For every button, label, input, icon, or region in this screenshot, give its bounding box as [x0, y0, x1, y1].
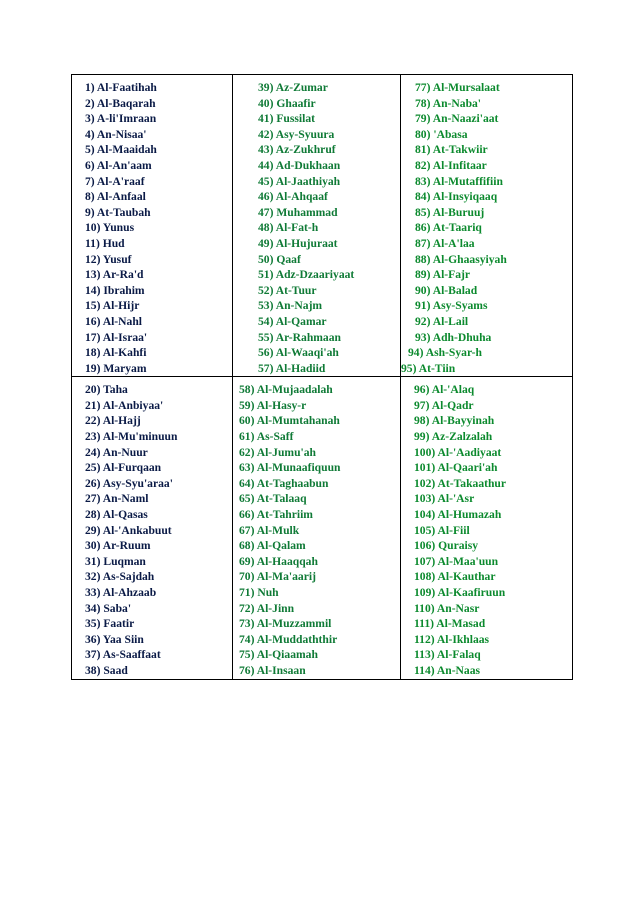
- surah-item: 36) Yaa Siin: [85, 632, 144, 646]
- surah-item: 70) Al-Ma'aarij: [239, 570, 316, 584]
- surah-item: 69) Al-Haaqqah: [239, 554, 318, 568]
- table-row-block-1: [72, 75, 573, 377]
- surah-item: 93) Adh-Dhuha: [415, 330, 492, 344]
- surah-item: 79) An-Naazi'aat: [415, 112, 499, 126]
- surah-item: 42) Asy-Syuura: [258, 127, 335, 141]
- surah-item: 2) Al-Baqarah: [85, 96, 156, 110]
- surah-list-block1-col2: [233, 75, 400, 376]
- surah-item: 103) Al-'Asr: [414, 492, 475, 506]
- surah-item: 54) Al-Qamar: [258, 314, 327, 328]
- surah-table: [71, 74, 573, 680]
- surah-item: 83) Al-Mutaffifiin: [415, 174, 503, 188]
- surah-item: 29) Al-'Ankabuut: [85, 523, 172, 537]
- surah-item: 82) Al-Infitaar: [415, 158, 487, 172]
- surah-item: 11) Hud: [85, 236, 125, 250]
- surah-item: 39) Az-Zumar: [258, 81, 328, 94]
- surah-list-block2-col3: [401, 377, 572, 678]
- surah-item: 16) Al-Nahl: [85, 314, 143, 328]
- surah-item: 97) Al-Qadr: [414, 398, 474, 412]
- surah-item: 31) Luqman: [85, 554, 146, 568]
- surah-item: 71) Nuh: [239, 586, 279, 599]
- surah-item: 13) Ar-Ra'd: [85, 268, 144, 282]
- surah-item: 38) Saad: [85, 663, 128, 677]
- surah-item: 3) A-li'Imraan: [85, 112, 157, 126]
- surah-item: 25) Al-Furqaan: [85, 461, 162, 475]
- surah-item: 17) Al-Israa': [85, 330, 148, 344]
- surah-item: 50) Qaaf: [258, 252, 301, 266]
- surah-item: 85) Al-Buruuj: [415, 205, 485, 219]
- surah-item: 6) Al-An'aam: [85, 158, 152, 172]
- surah-item: 111) Al-Masad: [414, 617, 486, 631]
- surah-item: 72) Al-Jinn: [239, 601, 295, 615]
- surah-item: 44) Ad-Dukhaan: [258, 158, 341, 172]
- surah-item: 81) At-Takwiir: [415, 143, 488, 157]
- surah-item: 64) At-Taghaabun: [239, 476, 329, 490]
- surah-item: 73) Al-Muzzammil: [239, 617, 332, 631]
- surah-item: 49) Al-Hujuraat: [258, 236, 338, 250]
- surah-item: 106) Quraisy: [414, 539, 479, 553]
- surah-item: 33) Al-Ahzaab: [85, 586, 157, 599]
- surah-item: 61) As-Saff: [239, 430, 294, 444]
- surah-item: 96) Al-'Alaq: [414, 383, 475, 397]
- surah-item: 91) Asy-Syams: [415, 299, 488, 313]
- surah-item: 98) Al-Bayyinah: [414, 414, 495, 428]
- surah-item: 46) Al-Ahqaaf: [258, 190, 328, 204]
- surah-item: 66) At-Tahriim: [239, 508, 313, 522]
- surah-item: 8) Al-Anfaal: [85, 190, 146, 204]
- surah-item: 60) Al-Mumtahanah: [239, 414, 340, 428]
- surah-item: 109) Al-Kaafiruun: [414, 586, 506, 599]
- cell-block2-col3: [401, 377, 573, 679]
- surah-item: 41) Fussilat: [258, 112, 316, 126]
- surah-item: 24) An-Nuur: [85, 445, 148, 459]
- surah-item: 4) An-Nisaa': [85, 127, 147, 141]
- surah-item: 32) As-Sajdah: [85, 570, 155, 584]
- surah-item: 26) Asy-Syu'araa': [85, 476, 173, 490]
- surah-item: 45) Al-Jaathiyah: [258, 174, 341, 188]
- surah-item: 89) Al-Fajr: [415, 268, 471, 282]
- surah-item: 7) Al-A'raaf: [85, 174, 145, 188]
- surah-item: 34) Saba': [85, 601, 132, 615]
- surah-item: 48) Al-Fat-h: [258, 221, 319, 235]
- surah-item: 9) At-Taubah: [85, 205, 151, 219]
- cell-block1-col2: [233, 75, 401, 377]
- surah-item: 107) Al-Maa'uun: [414, 554, 499, 568]
- surah-item: 102) At-Takaathur: [414, 476, 507, 490]
- surah-item: 75) Al-Qiaamah: [239, 648, 318, 662]
- surah-item: 15) Al-Hijr: [85, 299, 140, 313]
- surah-item: 51) Adz-Dzaariyaat: [258, 268, 355, 282]
- surah-item: 104) Al-Humazah: [414, 508, 502, 522]
- table-row-block-2: [72, 377, 573, 679]
- surah-item: 88) Al-Ghaasyiyah: [415, 252, 507, 266]
- surah-item: 99) Az-Zalzalah: [414, 430, 493, 444]
- surah-item: 76) Al-Insaan: [239, 663, 306, 677]
- surah-item: 58) Al-Mujaadalah: [239, 383, 333, 397]
- surah-item: 20) Taha: [85, 383, 128, 397]
- surah-item: 30) Ar-Ruum: [85, 539, 151, 553]
- surah-item: 84) Al-Insyiqaaq: [415, 190, 498, 204]
- surah-item: 23) Al-Mu'minuun: [85, 430, 178, 444]
- surah-item: 87) Al-A'laa: [415, 236, 475, 250]
- surah-item: 52) At-Tuur: [258, 283, 317, 297]
- surah-item: 1) Al-Faatihah: [85, 81, 157, 94]
- surah-item: 112) Al-Ikhlaas: [414, 632, 490, 646]
- surah-item: 53) An-Najm: [258, 299, 323, 313]
- surah-item: 40) Ghaafir: [258, 96, 316, 110]
- surah-item: 80) 'Abasa: [415, 127, 468, 141]
- surah-item: 47) Muhammad: [258, 205, 338, 219]
- surah-item: 28) Al-Qasas: [85, 508, 148, 522]
- surah-item: 14) Ibrahim: [85, 283, 145, 297]
- surah-item: 108) Al-Kauthar: [414, 570, 496, 584]
- surah-item: 19) Maryam: [85, 361, 147, 375]
- surah-item: 86) At-Taariq: [415, 221, 482, 235]
- surah-item: 63) Al-Munaafiquun: [239, 461, 341, 475]
- surah-item: 77) Al-Mursalaat: [415, 81, 500, 94]
- surah-item: 21) Al-Anbiyaa': [85, 398, 164, 412]
- surah-item: 114) An-Naas: [414, 663, 481, 677]
- cell-block2-col2: [233, 377, 401, 679]
- surah-item: 65) At-Talaaq: [239, 492, 307, 506]
- cell-block1-col3: [401, 75, 573, 377]
- surah-list-block1-col3: [401, 75, 572, 376]
- surah-item: 113) Al-Falaq: [414, 648, 481, 662]
- cell-block1-col1: [72, 75, 233, 377]
- surah-item: 27) An-Naml: [85, 492, 149, 506]
- surah-item: 57) Al-Hadiid: [258, 361, 326, 375]
- surah-item: 43) Az-Zukhruf: [258, 143, 336, 157]
- surah-item: 22) Al-Hajj: [85, 414, 141, 428]
- surah-item: 100) Al-'Aadiyaat: [414, 445, 502, 459]
- surah-item: 105) Al-Fiil: [414, 523, 470, 537]
- surah-item: 37) As-Saaffaat: [85, 648, 161, 662]
- surah-item: 55) Ar-Rahmaan: [258, 330, 341, 344]
- surah-item: 67) Al-Mulk: [239, 523, 300, 537]
- surah-item: 56) Al-Waaqi'ah: [258, 346, 339, 360]
- surah-item: 110) An-Nasr: [414, 601, 480, 615]
- surah-item: 62) Al-Jumu'ah: [239, 445, 316, 459]
- surah-item: 74) Al-Muddaththir: [239, 632, 338, 646]
- surah-item: 95) At-Tiin: [401, 361, 456, 375]
- surah-item: 92) Al-Lail: [415, 314, 469, 328]
- surah-item: 18) Al-Kahfi: [85, 346, 147, 360]
- surah-item: 90) Al-Balad: [415, 283, 478, 297]
- cell-block2-col1: [72, 377, 233, 679]
- surah-item: 68) Al-Qalam: [239, 539, 306, 553]
- surah-item: 101) Al-Qaari'ah: [414, 461, 498, 475]
- surah-item: 12) Yusuf: [85, 252, 132, 266]
- surah-list-block1-col1: [72, 75, 232, 376]
- surah-item: 10) Yunus: [85, 221, 135, 235]
- surah-item: 5) Al-Maaidah: [85, 143, 157, 157]
- surah-item: 78) An-Naba': [415, 96, 482, 110]
- surah-list-block2-col2: [233, 377, 400, 678]
- surah-item: 35) Faatir: [85, 617, 135, 631]
- surah-list-block2-col1: [72, 377, 232, 678]
- surah-item: 59) Al-Hasy-r: [239, 398, 307, 412]
- surah-item: 94) Ash-Syar-h: [408, 346, 482, 360]
